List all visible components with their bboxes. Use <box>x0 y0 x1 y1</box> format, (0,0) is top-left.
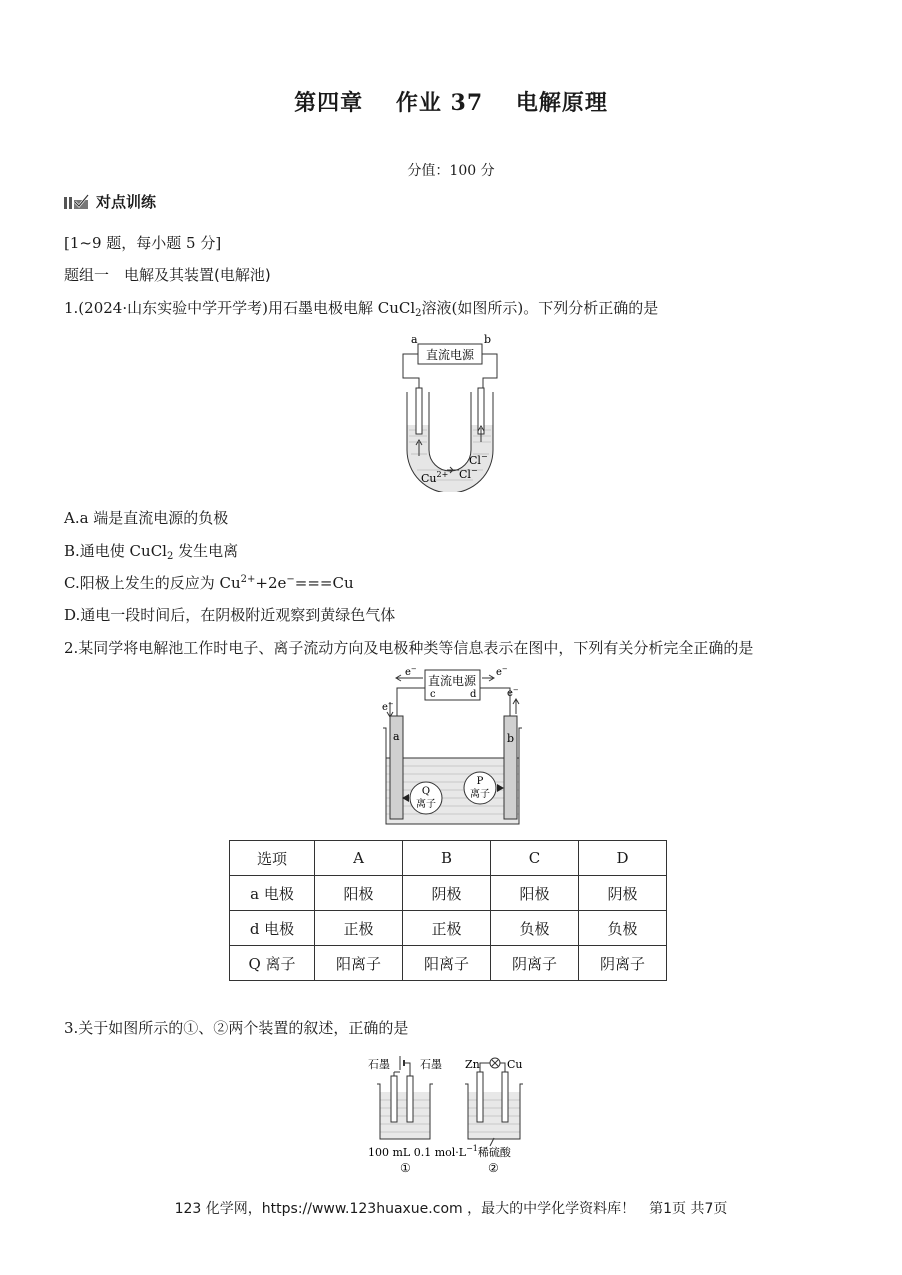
table-cell: 阴离子 <box>579 946 667 981</box>
table-cell: 阳离子 <box>403 946 491 981</box>
section-header <box>64 191 156 214</box>
table-cell: 负极 <box>491 911 579 946</box>
power-supply-label: 直流电源 <box>427 674 477 688</box>
checklist-icon <box>64 194 90 214</box>
q1-stem-subscript: 2 <box>415 308 422 319</box>
electron-label-left: e− <box>382 700 394 713</box>
graphite-left-label: 石墨 <box>368 1058 390 1071</box>
range-note: [1~9 题，每小题 5 分] <box>64 234 222 252</box>
copper-ion-label: $Cu^{2+}$ <box>421 470 449 485</box>
two-cells-figure <box>362 1050 542 1175</box>
graphite-right-label: 石墨 <box>420 1058 442 1071</box>
group-heading: 题组一 电解及其装置(电解池) <box>64 266 271 284</box>
q1-option-b-subscript: 2 <box>166 551 174 562</box>
q1-option-c-part1: C.阳极上发生的反应为 Cu <box>64 574 241 592</box>
electrolytic-cell-figure <box>380 664 525 830</box>
table-cell: 阳极 <box>315 876 403 911</box>
terminal-c-label: c <box>430 689 436 700</box>
q1-option-d: D.通电一段时间后，在阴极附近观察到黄绿色气体 <box>64 606 396 624</box>
u-tube-electrolysis-figure <box>385 330 515 492</box>
q1-stem-part2: 溶液(如图所示)。下列分析正确的是 <box>421 299 659 317</box>
terminal-b-label: b <box>484 333 492 346</box>
q1-stem-part1: 1.(2024·山东实验中学开学考)用石墨电极电解 CuCl <box>64 299 416 317</box>
table-cell: d 电极 <box>230 911 315 946</box>
table-row <box>230 911 667 946</box>
table-cell: A <box>315 841 403 876</box>
table-cell: 阳极 <box>491 876 579 911</box>
terminal-d-label: d <box>470 689 477 700</box>
table-cell: 正极 <box>315 911 403 946</box>
table-cell: 阴离子 <box>491 946 579 981</box>
electrode-a-label: a <box>393 730 400 743</box>
ion-q-caption: 离子 <box>416 799 436 810</box>
device-2-number: ② <box>488 1161 499 1175</box>
chloride-ion-bottom-label: Cl− <box>459 466 478 481</box>
electron-label-right: e− <box>507 686 519 699</box>
figure-caption: 100 mL 0.1 $mol\cdot L^{-1}$稀硫酸 <box>368 1144 511 1159</box>
electron-label-right-top: e− <box>496 665 508 678</box>
question-3-stem: 3.关于如图所示的①、②两个装置的叙述，正确的是 <box>64 1019 409 1037</box>
ion-q-label: Q <box>421 786 431 797</box>
q1-option-c-sup1: 2+ <box>240 574 256 585</box>
zinc-label: Zn <box>465 1058 480 1071</box>
section-label: 对点训练 <box>96 193 157 211</box>
table-cell: 阴极 <box>579 876 667 911</box>
topic-label: 电解原理 <box>515 90 608 116</box>
table-cell: Q 离子 <box>230 946 315 981</box>
chloride-ion-right-label: Cl− <box>469 452 488 467</box>
table-cell: 选项 <box>230 841 315 876</box>
q1-option-b-part2: 发生电离 <box>173 542 239 560</box>
chapter-label: 第四章 <box>294 90 364 116</box>
table-header-row <box>230 841 667 876</box>
question-2-stem: 2.某同学将电解池工作时电子、离子流动方向及电极种类等信息表示在图中，下列有关分析完全正确的是 <box>64 639 754 657</box>
electron-label-left-top: e− <box>405 665 417 678</box>
table-cell: C <box>491 841 579 876</box>
terminal-a-label: a <box>411 333 418 346</box>
table-cell: a 电极 <box>230 876 315 911</box>
ion-p-label: P <box>476 776 484 787</box>
q2-options-table <box>229 840 667 981</box>
score-line: 分值：100 分 <box>407 163 495 179</box>
question-1-stem <box>64 297 658 319</box>
page-title <box>0 86 902 117</box>
q1-option-b <box>64 540 238 562</box>
power-supply-label: 直流电源 <box>425 348 475 362</box>
table-cell: 阴极 <box>403 876 491 911</box>
device-1-number: ① <box>400 1161 411 1175</box>
q1-option-c-sup2: − <box>286 574 295 585</box>
table-row <box>230 946 667 981</box>
q1-option-c <box>64 572 354 593</box>
table-cell: B <box>403 841 491 876</box>
electrode-b-label: b <box>507 732 515 745</box>
table-cell: 负极 <box>579 911 667 946</box>
copper-label: Cu <box>507 1058 523 1071</box>
q1-option-b-part1: B.通电使 CuCl <box>64 542 167 560</box>
page-footer: 123 化学网，https://www.123huaxue.com ，最大的中学化学资料库！ 第1页 共7页 <box>174 1201 728 1217</box>
q1-option-a: A.a 端是直流电源的负极 <box>64 509 229 527</box>
q1-option-c-part2: +2e <box>255 574 287 592</box>
assignment-label: 作业 37 <box>395 90 484 116</box>
ion-p-caption: 离子 <box>470 789 490 800</box>
table-cell: 阳离子 <box>315 946 403 981</box>
table-row <box>230 876 667 911</box>
table-cell: 正极 <box>403 911 491 946</box>
q1-option-c-part3: ===Cu <box>294 574 354 592</box>
table-cell: D <box>579 841 667 876</box>
